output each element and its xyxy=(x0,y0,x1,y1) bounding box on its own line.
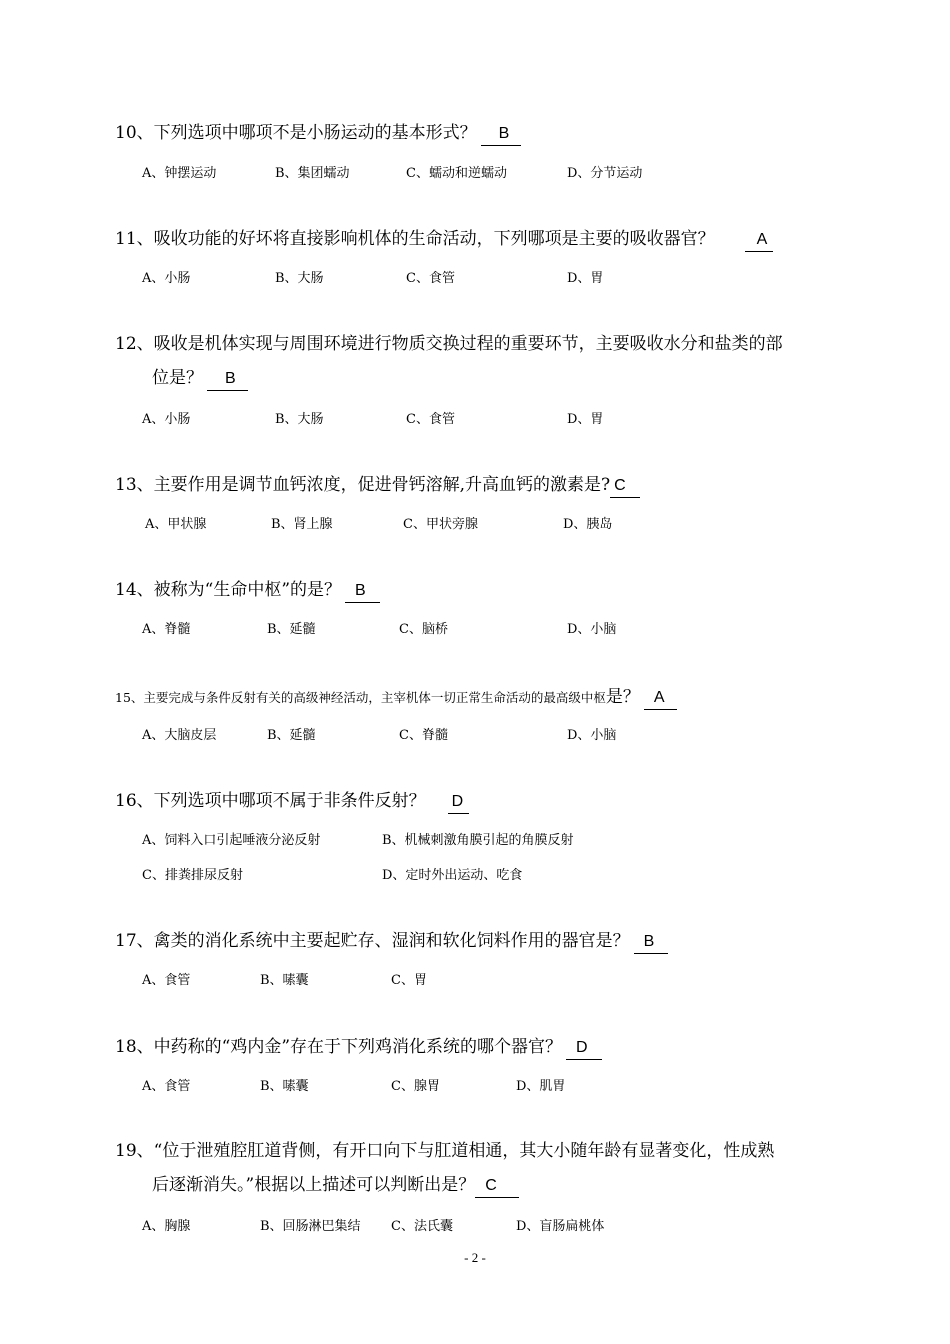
option: D、肌胃 xyxy=(516,1079,566,1094)
answer-blank: B xyxy=(207,368,248,391)
answer-blank: D xyxy=(448,791,470,814)
option: B、延髓 xyxy=(267,728,316,743)
question-text: 吸收是机体实现与周围环境进行物质交换过程的重要环节，主要吸收水分和盐类的部 xyxy=(153,334,783,354)
question-number: 17、 xyxy=(115,931,154,951)
question-19 xyxy=(115,1134,774,1202)
option: D、胃 xyxy=(567,271,604,286)
option: D、小脑 xyxy=(567,622,617,637)
question-10 xyxy=(115,116,521,150)
question-text-tail: 是？ xyxy=(605,687,640,707)
question-number: 18、 xyxy=(115,1037,154,1057)
question-number: 14、 xyxy=(115,580,154,600)
option: A、大脑皮层 xyxy=(142,728,217,743)
question-text: 中药称的“鸡内金”存在于下列鸡消化系统的哪个器官？ xyxy=(153,1037,563,1057)
option: D、小脑 xyxy=(567,728,617,743)
answer-blank: A xyxy=(745,229,774,252)
option: A、小肠 xyxy=(142,412,191,427)
question-number: 16、 xyxy=(115,791,154,811)
option: B、回肠淋巴集结 xyxy=(260,1219,361,1234)
question-number: 15、 xyxy=(115,690,144,705)
question-14 xyxy=(115,573,380,607)
option: B、集团蠕动 xyxy=(275,166,350,181)
question-text: 被称为“生命中枢”的是？ xyxy=(153,580,342,600)
answer-blank: B xyxy=(634,931,669,954)
question-number: 13、 xyxy=(115,475,154,495)
question-17 xyxy=(115,924,668,958)
answer-blank: A xyxy=(644,687,677,710)
question-text: 主要作用是调节血钙浓度，促进骨钙溶解,升高血钙的激素是? xyxy=(153,475,611,495)
question-text: 禽类的消化系统中主要起贮存、湿润和软化饲料作用的器官是？ xyxy=(153,931,630,951)
option: A、脊髓 xyxy=(142,622,191,637)
option: D、定时外出运动、吃食 xyxy=(382,868,523,883)
question-number: 12、 xyxy=(115,334,154,354)
question-number: 10、 xyxy=(115,123,154,143)
question-number: 11、 xyxy=(115,229,154,249)
question-text: 下列选项中哪项不属于非条件反射？ xyxy=(153,791,426,811)
question-text: “位于泄殖腔肛道背侧，有开口向下与肛道相通，其大小随年龄有显著变化，性成熟 xyxy=(153,1141,775,1161)
question-15 xyxy=(115,680,677,715)
question-number: 19、 xyxy=(115,1141,154,1161)
option: C、食管 xyxy=(406,271,455,286)
question-11 xyxy=(115,222,773,256)
option: B、延髓 xyxy=(267,622,316,637)
option: A、饲料入口引起唾液分泌反射 xyxy=(142,833,321,848)
question-13 xyxy=(115,468,640,502)
option: A、钟摆运动 xyxy=(142,166,217,181)
option: B、肾上腺 xyxy=(271,517,333,532)
answer-blank: B xyxy=(481,123,522,146)
question-18 xyxy=(115,1030,602,1064)
option: C、腺胃 xyxy=(391,1079,440,1094)
answer-blank: C xyxy=(475,1175,519,1198)
option: C、胃 xyxy=(391,973,427,988)
question-12 xyxy=(115,327,783,395)
option: B、嗉囊 xyxy=(260,973,309,988)
option: C、食管 xyxy=(406,412,455,427)
option: A、食管 xyxy=(142,1079,191,1094)
option: C、脑桥 xyxy=(399,622,448,637)
question-text-cont: 位是？ xyxy=(152,368,203,388)
option: D、分节运动 xyxy=(567,166,643,181)
option: A、甲状腺 xyxy=(145,517,207,532)
option: B、嗉囊 xyxy=(260,1079,309,1094)
question-text: 主要完成与条件反射有关的高级神经活动，主宰机体一切正常生命活动的最高级中枢 xyxy=(143,690,606,705)
option: B、机械刺激角膜引起的角膜反射 xyxy=(382,833,574,848)
option: A、食管 xyxy=(142,973,191,988)
answer-blank: D xyxy=(566,1037,602,1060)
option: B、大肠 xyxy=(275,412,324,427)
option: D、胃 xyxy=(567,412,604,427)
option: A、胸腺 xyxy=(142,1219,191,1234)
option: A、小肠 xyxy=(142,271,191,286)
option: C、蠕动和逆蠕动 xyxy=(406,166,507,181)
option: C、脊髓 xyxy=(399,728,448,743)
option: D、盲肠扁桃体 xyxy=(516,1219,605,1234)
question-16 xyxy=(115,784,469,818)
question-text-cont: 后逐渐消失。”根据以上描述可以判断出是？ xyxy=(152,1175,476,1195)
answer-blank: B xyxy=(345,580,380,603)
page-number: - 2 - xyxy=(464,1250,486,1265)
option: B、大肠 xyxy=(275,271,324,286)
option: D、胰岛 xyxy=(563,517,613,532)
question-text: 吸收功能的好坏将直接影响机体的生命活动，下列哪项是主要的吸收器官？ xyxy=(153,229,715,249)
option: C、法氏囊 xyxy=(391,1219,453,1234)
option: C、甲状旁腺 xyxy=(403,517,478,532)
option: C、排粪排尿反射 xyxy=(142,868,243,883)
question-text: 下列选项中哪项不是小肠运动的基本形式？ xyxy=(153,123,477,143)
answer-blank: C xyxy=(610,475,640,498)
